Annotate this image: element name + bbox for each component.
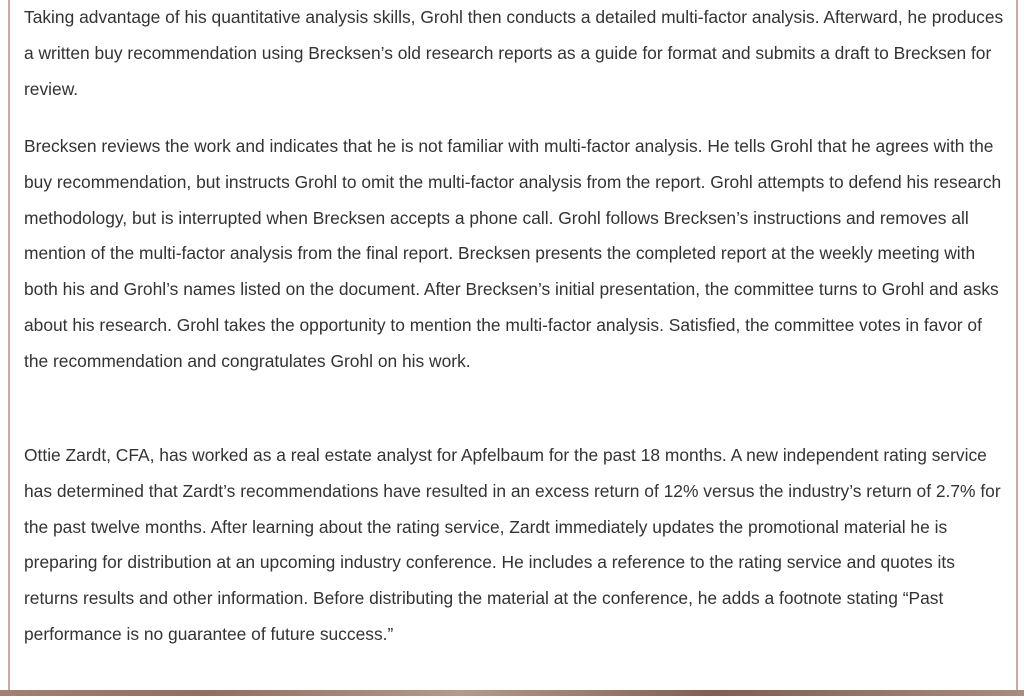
paragraph-brecksen-review: Brecksen reviews the work and indicates that he is not familiar with multi-factor analysis. He tells Grohl that he agrees with the buy recommendation, but instructs Grohl to omit the multi-factor analysis from the report. Grohl attempts to defend his research methodology, but is interrupted when Brecksen accepts a phone call. Grohl follows Brecksen’s instructions and removes all mention of the multi-factor analysis from the final report. Brecksen presents the completed report at the weekly meeting with both his and Grohl’s names listed on the document. After Brecksen’s initial presentation, the committee turns to Grohl and asks about his research. Grohl takes the opportunity to mention the multi-factor analysis. Satisfied, the committee votes in favor of the recommendation and congratulates Grohl on his work.: [24, 136, 1002, 371]
bottom-decorative-bar: [0, 690, 1024, 696]
paragraph-grohl-analysis: Taking advantage of his quantitative analysis skills, Grohl then conducts a detailed multi-factor analysis. Afterward, he produces a written buy recommendation using Brecksen’s old research reports as a guide for format and submits a draft to Brecksen for review.: [24, 7, 1004, 99]
reading-panel: [8, 0, 1018, 691]
paragraph-zardt-rating: Ottie Zardt, CFA, has worked as a real estate analyst for Apfelbaum for the past 18 months. A new independent rating service has determined that Zardt’s recommendations have resulted in an excess return of 12% versus the industry’s return of 2.7% for the past twelve months. After learning about the rating service, Zardt immediately updates the promotional material he is preparing for distribution at an upcoming industry conference. He includes a reference to the rating service and quotes its returns results and other information. Before distributing the material at the conference, he adds a footnote stating “Past performance is no guarantee of future success.”: [24, 445, 1001, 644]
